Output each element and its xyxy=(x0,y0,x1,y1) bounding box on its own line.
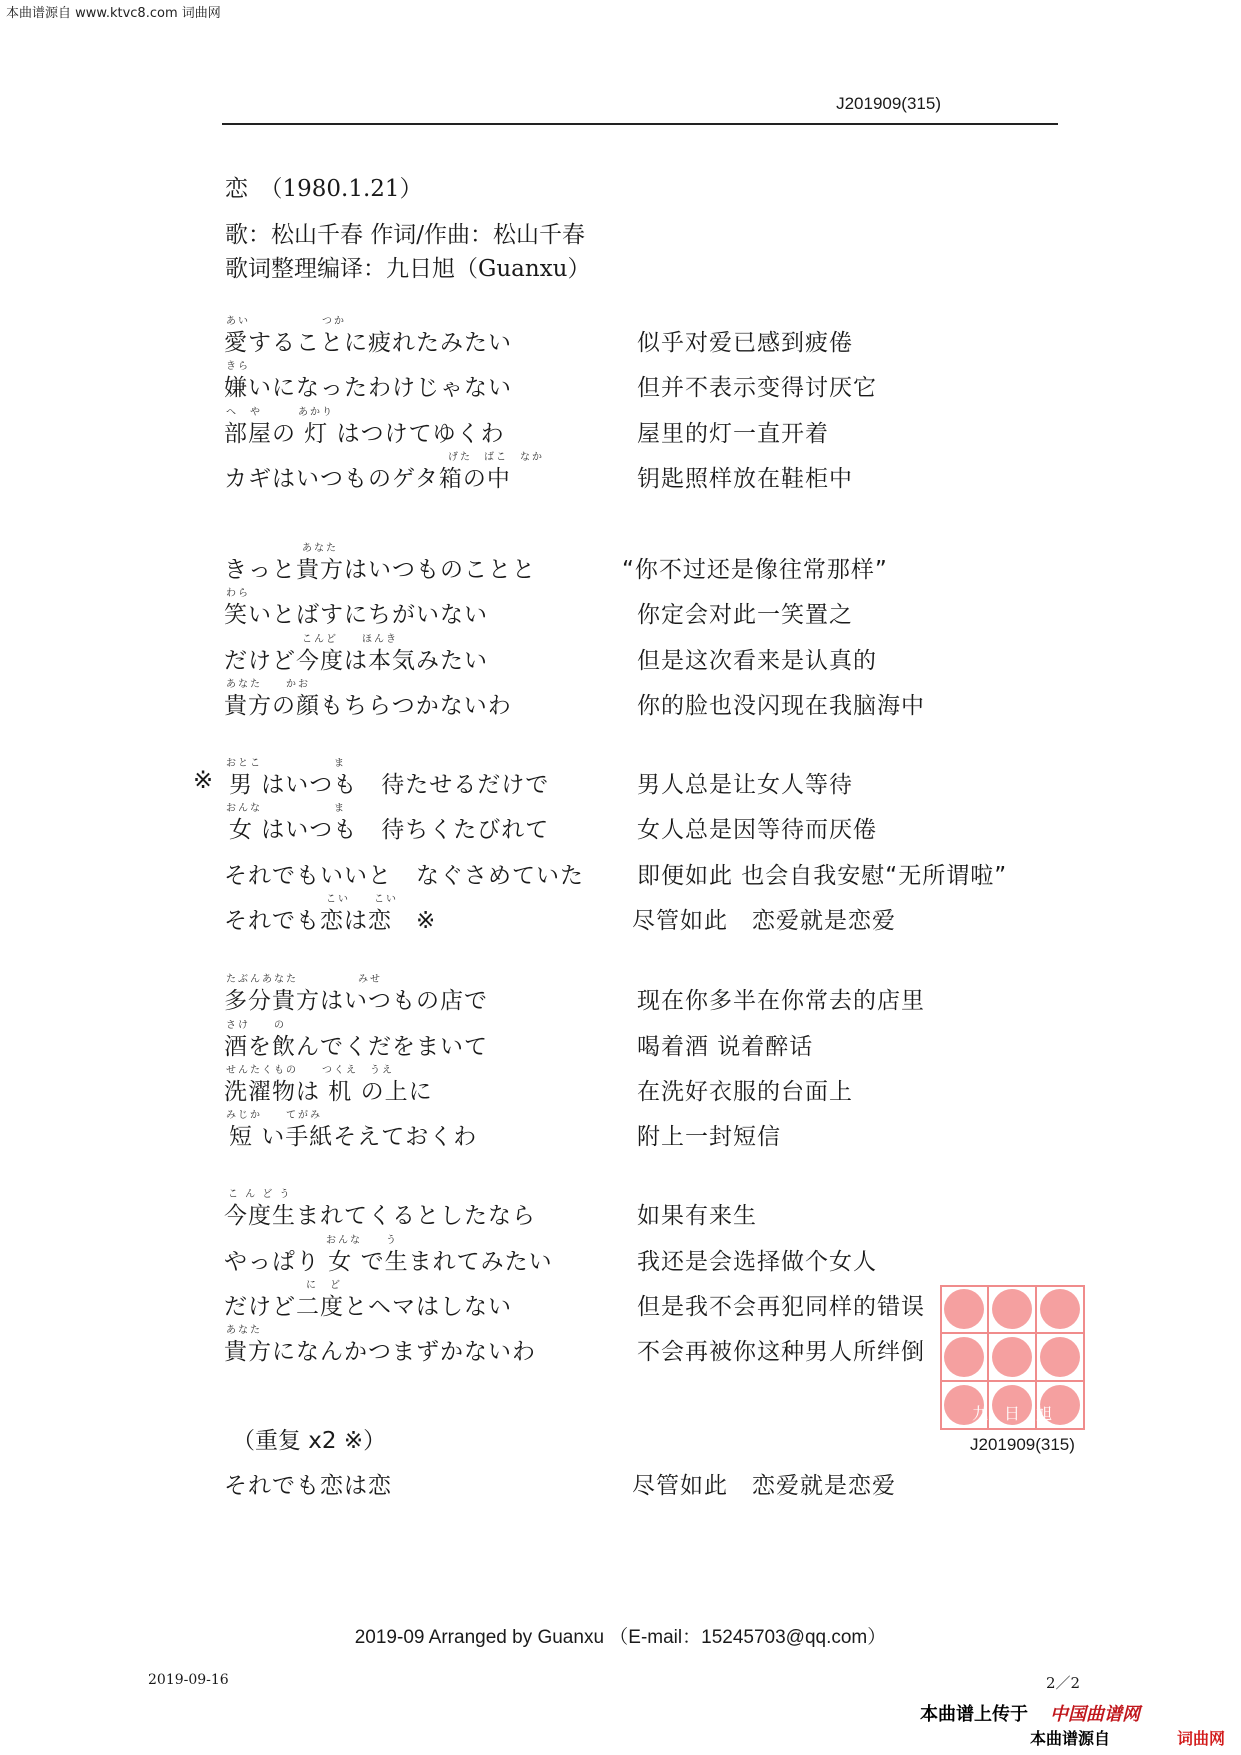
top-divider xyxy=(222,123,1058,125)
lyric-zh: 附上一封短信 xyxy=(637,1124,781,1150)
lyric-jp: 嫌いになったわけじゃない xyxy=(224,375,512,401)
lyric-jp: 貴方になんかつまずかないわ xyxy=(224,1339,536,1365)
ruby: きら xyxy=(226,361,250,372)
lyric-jp: 多分貴方はいつもの店で xyxy=(224,988,488,1014)
lyric-zh: 钥匙照样放在鞋柜中 xyxy=(637,466,853,492)
ruby: あなた かお xyxy=(226,679,310,690)
lyric-jp: 貴方の顔もちらつかないわ xyxy=(224,693,512,719)
ruby: へ や あかり xyxy=(226,407,334,418)
lyric-zh: 我还是会选择做个女人 xyxy=(637,1249,877,1275)
lyric-jp: 酒を飲んでくだをまいて xyxy=(224,1034,488,1060)
lyric-zh: 但是这次看来是认真的 xyxy=(637,648,877,674)
ruby: たぶんあなた みせ xyxy=(226,974,382,985)
ruby: こ ん ど う xyxy=(228,1189,292,1200)
document-code-secondary: J201909(315) xyxy=(970,1435,1075,1454)
ruby: さけ の xyxy=(226,1020,286,1031)
ruby: こんど ほんき xyxy=(302,634,398,645)
header-source-text: 本曲谱源自 www.ktvc8.com 词曲网 xyxy=(6,6,221,21)
lyric-jp: だけど今度は本気みたい xyxy=(224,648,488,674)
lyric-zh: 如果有来生 xyxy=(637,1203,757,1229)
song-credits xyxy=(225,218,591,286)
lyric-jp: 笑いとばすにちがいない xyxy=(224,602,488,628)
repeat-instruction: （重复 x2 ※） xyxy=(232,1428,387,1454)
ruby: あなた xyxy=(302,543,338,554)
brand-upload-text: 本曲谱上传于 xyxy=(920,1704,1028,1725)
ruby: わら xyxy=(226,588,250,599)
final-lyric-zh: 尽管如此 恋爱就是恋爱 xyxy=(632,1473,896,1499)
seal-text: 九 日 旭 xyxy=(971,1404,1053,1423)
page-number: 2／2 xyxy=(1046,1674,1081,1692)
document-code: J201909(315) xyxy=(836,94,941,113)
arranged-by-footer: 2019-09 Arranged by Guanxu （E-mail：15245703@qq.com） xyxy=(354,1627,887,1648)
lyric-zh: 女人总是因等待而厌倦 xyxy=(637,817,877,843)
ruby: に ど xyxy=(306,1280,342,1291)
credit-line-translator: 歌词整理编译：九日旭（Guanxu） xyxy=(225,256,591,282)
lyric-zh: 喝着酒 说着醉话 xyxy=(637,1034,814,1060)
lyric-jp: きっと貴方はいつものことと xyxy=(224,557,536,583)
lyric-jp: 洗濯物は 机 の上に xyxy=(224,1079,433,1105)
brand-source-text: 本曲谱源自 xyxy=(1030,1729,1111,1748)
ruby: おんな ま xyxy=(226,803,346,814)
ruby: げた ばこ なか xyxy=(448,452,544,463)
lyric-zh: 现在你多半在你常去的店里 xyxy=(637,988,925,1014)
print-date: 2019-09-16 xyxy=(148,1672,229,1688)
ruby: おんな う xyxy=(326,1235,398,1246)
lyric-zh: 在洗好衣服的台面上 xyxy=(637,1079,853,1105)
lyric-jp: 短 い手紙そえておくわ xyxy=(229,1124,478,1150)
ruby: みじか てがみ xyxy=(226,1110,322,1121)
credit-line-singer: 歌：松山千春 作词/作曲：松山千春 xyxy=(225,222,586,248)
lyric-zh: 不会再被你这种男人所绊倒 xyxy=(637,1339,925,1365)
ruby: あなた xyxy=(226,1325,262,1336)
lyric-zh: 男人总是让女人等待 xyxy=(637,772,853,798)
lyric-jp: 愛することに疲れたみたい xyxy=(224,330,512,356)
lyric-jp: やっぱり 女 で生まれてみたい xyxy=(224,1249,553,1275)
brand-site-name: 词曲网 xyxy=(1177,1729,1226,1748)
lyric-jp: 今度生まれてくるとしたなら xyxy=(224,1203,536,1229)
lyric-zh: 但是我不会再犯同样的错误 xyxy=(637,1294,925,1320)
lyric-zh: 但并不表示变得讨厌它 xyxy=(637,375,877,401)
author-seal-stamp xyxy=(940,1285,1085,1430)
ruby: おとこ ま xyxy=(226,758,346,769)
lyric-zh: 即便如此 也会自我安慰“无所谓啦” xyxy=(637,863,1008,889)
lyric-zh: 似乎对爱已感到疲倦 xyxy=(637,330,853,356)
lyric-jp: それでもいいと なぐさめていた xyxy=(224,863,584,889)
song-title: 恋 （1980.1.21） xyxy=(225,176,423,202)
lyric-zh: 尽管如此 恋爱就是恋爱 xyxy=(632,908,896,934)
final-lyric-jp: それでも恋は恋 xyxy=(224,1473,392,1499)
lyric-jp: それでも恋は恋 ※ xyxy=(224,908,437,934)
ruby: せんたくもの つくえ うえ xyxy=(226,1065,394,1076)
ruby: こい こい xyxy=(326,894,398,905)
lyric-zh: 你的脸也没闪现在我脑海中 xyxy=(637,693,925,719)
lyric-jp: だけど二度とヘマはしない xyxy=(224,1294,512,1320)
lyric-jp: カギはいつものゲタ箱の中 xyxy=(224,466,511,492)
ruby: あい つか xyxy=(226,316,346,327)
brand-logo: 中国曲谱网 xyxy=(1050,1704,1140,1725)
lyric-zh: 你定会对此一笑置之 xyxy=(637,602,853,628)
lyric-jp: 男 はいつも 待たせるだけで xyxy=(229,772,550,798)
lyric-zh: “你不过还是像往常那样” xyxy=(622,557,888,583)
lyric-jp: 部屋の 灯 はつけてゆくわ xyxy=(224,421,505,447)
lyric-zh: 屋里的灯一直开着 xyxy=(637,421,829,447)
chorus-mark: ※ xyxy=(193,766,214,794)
lyric-jp: 女 はいつも 待ちくたびれて xyxy=(229,817,550,843)
